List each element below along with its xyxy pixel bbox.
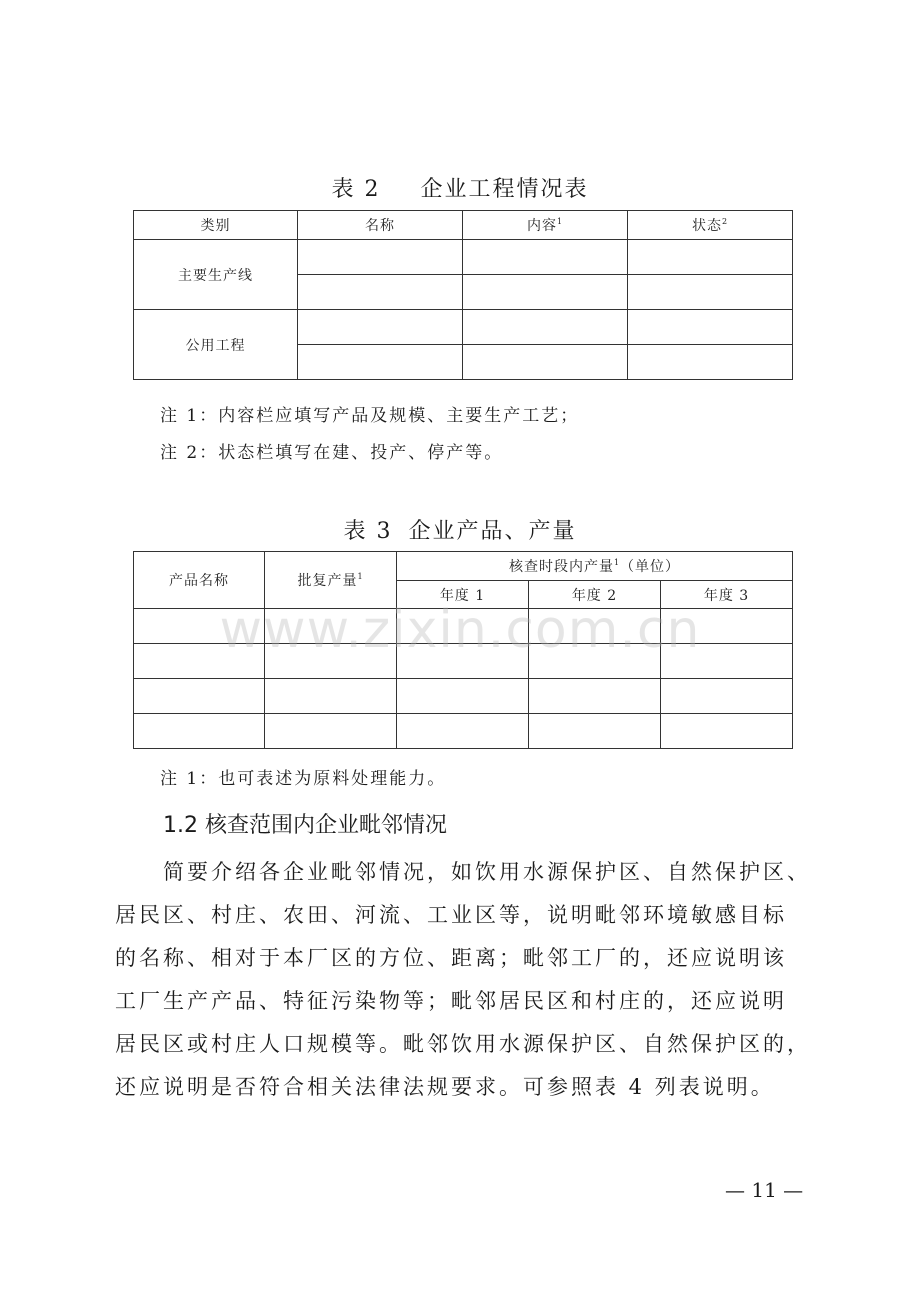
table2-caption-title: 企业工程情况表	[420, 177, 589, 202]
table3-cell	[134, 714, 265, 749]
table2-caption-number: 表 2	[331, 177, 381, 202]
table2-cell	[463, 240, 628, 275]
paragraph-line: 还应说明是否符合相关法律法规要求。可参照表 4 列表说明。	[115, 1075, 775, 1099]
paragraph-line: 居民区或村庄人口规模等。毗邻饮用水源保护区、自然保护区的，	[115, 1032, 811, 1056]
table2-note-1: 注 1：内容栏应填写产品及规模、主要生产工艺；	[160, 406, 580, 426]
table2-cell	[298, 240, 463, 275]
table2-cell	[628, 275, 793, 310]
table3-cell	[265, 679, 397, 714]
table2-header-name: 名称	[298, 211, 463, 240]
table3-header-product-name: 产品名称	[134, 552, 265, 609]
table3-cell	[397, 714, 529, 749]
table3-cell	[661, 714, 793, 749]
paragraph-line: 居民区、村庄、农田、河流、工业区等，说明毗邻环境敏感目标	[115, 903, 787, 927]
paragraph-line: 简要介绍各企业毗邻情况，如饮用水源保护区、自然保护区、	[163, 860, 811, 884]
table3-cell	[134, 679, 265, 714]
paragraph-line: 的名称、相对于本厂区的方位、距离；毗邻工厂的，还应说明该	[115, 946, 787, 970]
table3-cell	[661, 679, 793, 714]
table2-cell	[463, 310, 628, 345]
table2-cell	[298, 345, 463, 380]
page-number: — 11 —	[725, 1178, 804, 1202]
table3-cell	[529, 679, 661, 714]
table2-group-public-works: 公用工程	[134, 310, 298, 380]
table2-cell	[463, 275, 628, 310]
table2-cell	[628, 240, 793, 275]
table3-header-approved-output: 批复产量$^1$	[265, 552, 397, 609]
table3-header-year-3: 年度 3	[661, 581, 793, 609]
table3-caption	[0, 514, 920, 545]
table2-cell	[298, 275, 463, 310]
table2-cell	[628, 310, 793, 345]
table2-cell	[463, 345, 628, 380]
table3-header-year-2: 年度 2	[529, 581, 661, 609]
table2-header-content: 内容$^1$	[463, 211, 628, 240]
table2-header-category: 类别	[134, 211, 298, 240]
table2-group-main-production: 主要生产线	[134, 240, 298, 310]
table3-cell	[529, 714, 661, 749]
section-heading: 1.2 核查范围内企业毗邻情况	[163, 813, 447, 838]
table2-cell	[628, 345, 793, 380]
table2-caption	[0, 172, 920, 203]
table3-header-year-1: 年度 1	[397, 581, 529, 609]
table2-note-2: 注 2：状态栏填写在建、投产、停产等。	[160, 443, 504, 463]
table3-cell	[397, 679, 529, 714]
table3-cell	[265, 714, 397, 749]
table2	[133, 210, 793, 380]
paragraph-line: 工厂生产产品、特征污染物等；毗邻居民区和村庄的，还应说明	[115, 989, 787, 1013]
table3-header-period-output: 核查时段内产量$^1$（单位）	[397, 552, 793, 581]
watermark: www.zixin.com.cn	[219, 600, 701, 660]
table2-header-status: 状态$^2$	[628, 211, 793, 240]
table3-caption-title: 企业产品、产量	[408, 519, 577, 544]
table3-caption-number: 表 3	[343, 519, 393, 544]
table3-note-1: 注 1：也可表述为原料处理能力。	[160, 769, 447, 789]
table2-cell	[298, 310, 463, 345]
body-paragraph	[115, 856, 815, 1116]
